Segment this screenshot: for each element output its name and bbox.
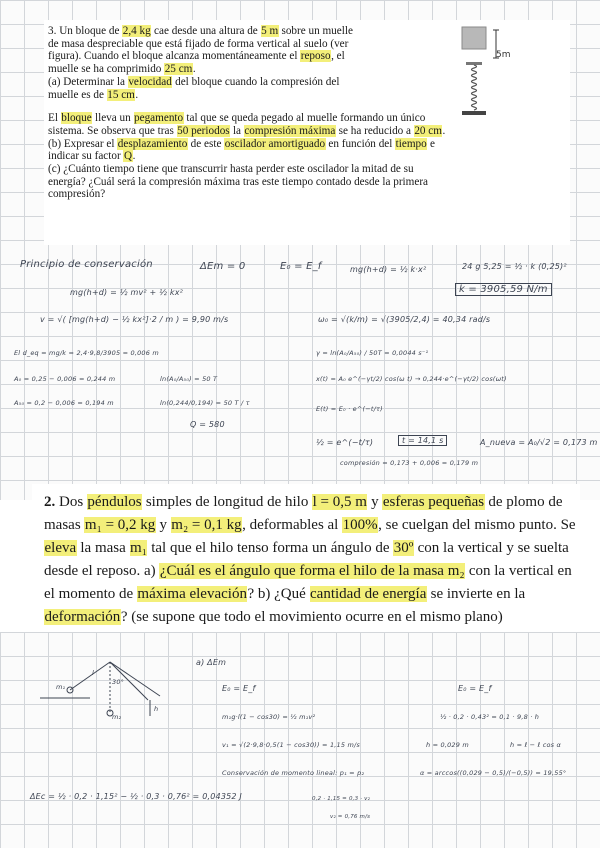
problem-3-line: 3. Un bloque de 2,4 kg cae desde una altura de 5 m sobre un muelle: [48, 25, 353, 37]
height-label: 5m: [496, 50, 511, 60]
highlighted-text: bloque: [61, 112, 92, 125]
note2-e0-ef-right: E₀ = E_f: [458, 684, 492, 693]
note-deq: El d_eq = mg/k = 2,4·9,8/3905 = 0,006 m: [14, 349, 159, 357]
highlighted-text: desplazamiento: [117, 137, 188, 150]
highlighted-text: velocidad: [128, 75, 172, 88]
highlighted-text: m₁: [130, 540, 147, 556]
problem-3-line: indicar su factor Q.: [48, 150, 136, 163]
highlighted-text: deformación: [44, 609, 121, 625]
string-m1: [70, 662, 110, 690]
highlighted-text: 50 periodos: [177, 124, 230, 137]
problem-3-line: El bloque lleva un pegamento tal que se queda pegado al muelle formando un único: [48, 112, 426, 125]
note-ln2: ln(0,244/0,194) = 50 T / τ: [160, 399, 250, 407]
highlighted-text: 5 m: [261, 25, 279, 37]
note2-p-eq: 0,2 · 1,15 = 0,3 · v₂: [312, 796, 370, 802]
highlighted-text: tiempo: [395, 137, 427, 150]
highlighted-text: eleva: [44, 540, 77, 556]
highlighted-text: 15 cm: [107, 88, 135, 101]
note2-mg-eq: m₁g·l(1 − cos30) = ½ m₁v²: [222, 713, 316, 721]
highlighted-text: máxima elevación: [137, 586, 247, 602]
note2-part-a: a) ΔEm: [196, 658, 227, 667]
highlighted-text: ¿Cuál es el ángulo que forma el hilo de la masa m₂: [159, 563, 465, 579]
diagram-angle: 30°: [112, 678, 125, 686]
note-compression: compresión = 0,173 + 0,006 = 0,179 m: [340, 459, 479, 467]
highlighted-text: 25 cm: [164, 63, 193, 76]
note-energy-eq: mg(h+d) = ½ mv² + ½ kx²: [70, 288, 184, 297]
problem-3-line: (c) ¿Cuánto tiempo tiene que transcurrir hasta perder este oscilador la mitad de su: [48, 163, 414, 176]
problem-2-line: eleva la masa m₁ tal que el hilo tenso forma un ángulo de 30º con la vertical y se suelta: [44, 540, 569, 556]
note-ln: ln(A₀/A₅₀) = 50 T: [160, 375, 218, 383]
note-time: t = 14,1 s: [398, 436, 447, 446]
highlighted-text: l = 0,5 m: [312, 494, 367, 510]
note-principle: Principio de conservación: [20, 259, 153, 270]
note2-alpha: α = arccos((0,029 − 0,5)/(−0,5)) = 19,55°: [420, 769, 567, 777]
problem-2-line: 2. Dos péndulos simples de longitud de hilo l = 0,5 m y esferas pequeñas de plomo de: [44, 494, 563, 510]
problem-2-line: el momento de máxima elevación? b) ¿Qué cantidad de energía se invierte en la: [44, 586, 526, 602]
problem-3-line: muelle se ha comprimido 25 cm.: [48, 63, 196, 76]
highlighted-text: pegamento: [134, 112, 184, 125]
note2-e0-ef: E₀ = E_f: [222, 684, 256, 693]
note2-delta-ec: ΔEc = ½ · 0,2 · 1,15² − ½ · 0,3 · 0,76² = 0,04352 J: [30, 792, 242, 801]
problem-3-line: figura). Cuando el bloque alcanza momentáneamente el reposo, el: [48, 50, 345, 63]
note2-momentum: Conservación de momento lineal: p₁ = p₂: [222, 769, 365, 777]
highlighted-text: Q: [123, 150, 133, 163]
problem-3-line: de masa despreciable que está fijado de forma vertical al suelo (ver: [48, 37, 349, 50]
note-xt: x(t) = A₀ e^(−γt/2) cos(ω t) → 0,244·e^(−γt/2) cos(ωt): [316, 375, 507, 383]
note2-v-final: v₂ = 0,76 m/s: [330, 814, 371, 820]
problem-2-line: desde el reposo. a) ¿Cuál es el ángulo que forma el hilo de la masa m₂ con la vertical en: [44, 563, 572, 579]
note-half: ½ = e^(−t/τ): [316, 438, 374, 447]
diagram-m2: m₂: [112, 713, 122, 721]
note-a-new: A_nueva = A₀/√2 = 0,173 m: [480, 438, 598, 447]
note-mg-hd: mg(h+d) = ½ k·x²: [350, 265, 427, 274]
highlighted-text: compresión máxima: [244, 124, 336, 137]
note-a0: A₀ = 0,25 − 0,006 = 0,244 m: [14, 375, 116, 383]
problem-number: 2.: [44, 494, 56, 510]
note-gamma: γ = ln(A₀/A₅₀) / 50T = 0,0044 s⁻¹: [316, 349, 429, 357]
highlighted-text: 30º: [393, 540, 414, 556]
highlighted-text: 20 cm: [414, 124, 442, 137]
highlighted-text: m₂ = 0,1 kg: [171, 517, 242, 533]
highlighted-text: cantidad de energía: [310, 586, 427, 602]
highlighted-text: m₁ = 0,2 kg: [84, 517, 156, 533]
note2-v-eq: v₁ = √(2·9,8·0,5(1 − cos30)) = 1,15 m/s: [222, 741, 361, 749]
diagram-l1: l: [92, 669, 95, 677]
note-q: Q = 580: [190, 420, 225, 429]
note-omega-eq: ω₀ = √(k/m) = √(3905/2,4) = 40,34 rad/s: [318, 315, 491, 324]
problem-3-line: sistema. Se observa que tras 50 periodos la compresión máxima se ha reducido a 20 cm.: [48, 124, 446, 137]
highlighted-text: péndulos: [87, 494, 142, 510]
diagram-m1: m₁: [56, 683, 66, 691]
highlighted-text: 2,4 kg: [122, 25, 151, 37]
diagram-h: h: [154, 705, 159, 713]
highlighted-text: oscilador amortiguado: [224, 137, 326, 150]
note-a50: A₅₀ = 0,2 − 0,006 = 0,194 m: [14, 399, 114, 407]
highlighted-text: 100%: [342, 517, 378, 533]
note-k-value: k = 3905,59 N/m: [455, 285, 552, 295]
note-energy-decay: E(t) = E₀ · e^(−t/τ): [316, 405, 383, 413]
problem-3-line: compresión?: [48, 188, 106, 201]
highlighted-text: esferas pequeñas: [382, 494, 485, 510]
note-k-calc: 24 g 5,25 = ½ · k (0,25)²: [462, 262, 567, 271]
note-e0-ef: E₀ = E_f: [280, 261, 322, 272]
note2-h-val: h = 0,029 m: [426, 741, 469, 749]
note2-h-rel: h = ℓ − ℓ cos α: [510, 741, 562, 749]
note-delta-em: ΔEm = 0: [200, 261, 246, 272]
problem-2-line: masas m₁ = 0,2 kg y m₂ = 0,1 kg, deformables al 100%, se cuelgan del mismo punto. Se: [44, 517, 576, 533]
note-velocity-eq: v = √( [mg(h+d) − ½ kx²]·2 / m ) = 9,90 m/s: [40, 315, 229, 324]
problem-3-line: energía? ¿Cuál será la compresión máxima tras este tiempo contado desde la primera: [48, 175, 429, 188]
note2-h-eq: ½ · 0,2 · 0,43² = 0,1 · 9,8 · h: [440, 713, 540, 721]
problem-3-line: muelle es de 15 cm.: [48, 88, 139, 101]
problem-3-line: (a) Determinar la velocidad del bloque cuando la compresión del: [48, 75, 340, 88]
problem-2-line: deformación? (se supone que todo el movimiento ocurre en el mismo plano): [44, 609, 503, 625]
highlighted-text: reposo: [300, 50, 331, 63]
problem-3-line: (b) Expresar el desplazamiento de este oscilador amortiguado en función del tiempo e: [48, 137, 436, 150]
